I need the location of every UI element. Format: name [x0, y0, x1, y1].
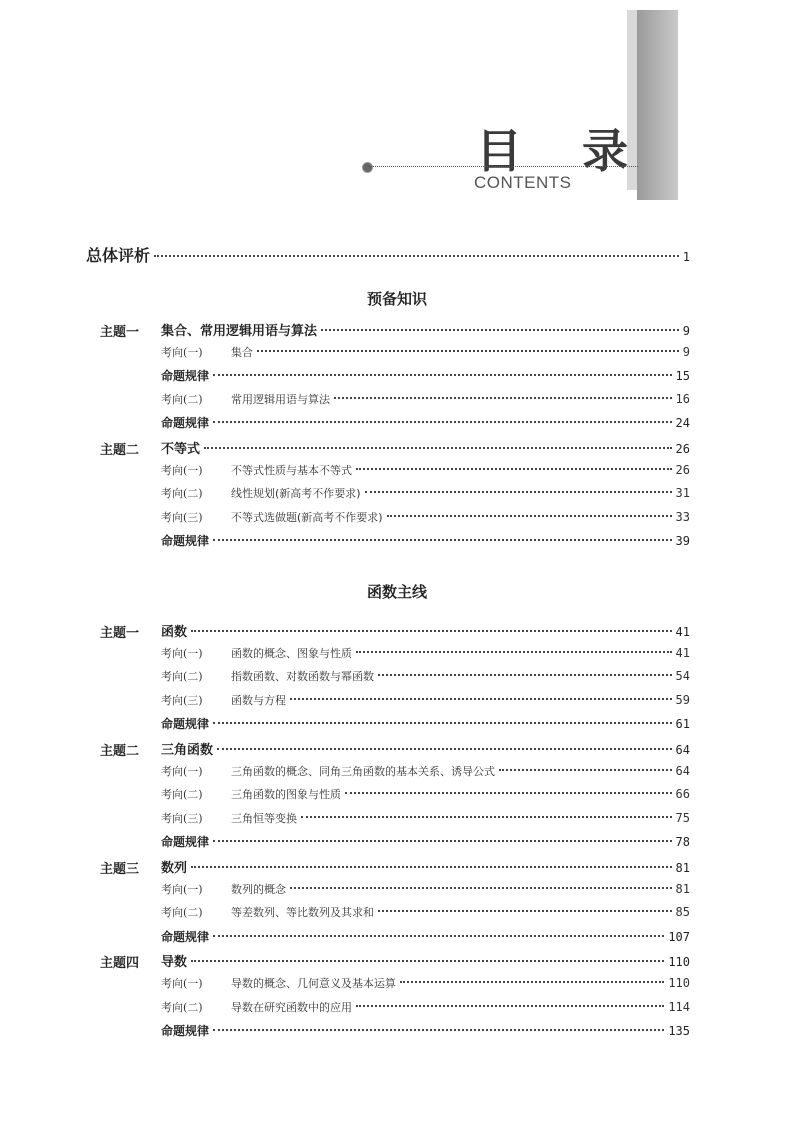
toc-entry-label [161, 509, 383, 525]
toc-rule-entry[interactable] [161, 414, 690, 431]
page-number: 9 [682, 344, 690, 359]
subentry-title: 集合 [231, 345, 253, 359]
subentry-title: 导数的概念、几何意义及基本运算 [231, 977, 396, 990]
toc-rule-entry[interactable] [161, 1022, 690, 1039]
page-number: 15 [675, 369, 690, 384]
subentry-prefix: 考向(二) [161, 487, 203, 501]
toc-entry-label: 命题规律 [161, 929, 210, 944]
toc-entry-label [161, 763, 495, 779]
page-number: 31 [675, 486, 690, 501]
leader-dots [301, 816, 672, 818]
page-number: 33 [675, 509, 690, 524]
toc-entry-label [161, 391, 330, 407]
toc-subentry[interactable] [161, 810, 690, 826]
toc-entry-label: 命题规律 [161, 416, 210, 431]
toc-rule-entry[interactable] [161, 367, 690, 384]
toc-subentry[interactable] [161, 485, 690, 501]
toc-subentry[interactable] [161, 975, 690, 991]
toc-entry-label [161, 999, 352, 1015]
toc-rule-entry[interactable] [161, 715, 690, 732]
toc-entry-label: 命题规律 [161, 1024, 210, 1039]
toc-entry-label: 总体评析 [86, 246, 151, 265]
subentry-title: 函数与方程 [231, 693, 286, 707]
page-number: 41 [675, 625, 690, 639]
leader-dots [290, 887, 672, 889]
toc-entry-label: 数列 [161, 861, 188, 876]
page-number: 81 [675, 881, 690, 896]
leader-dots [499, 769, 672, 771]
heading-rule-dot [362, 162, 373, 173]
leader-dots [257, 350, 679, 352]
toc-entry-label: 命题规律 [161, 835, 210, 850]
toc-entry-label: 函数 [161, 625, 188, 640]
toc-topic-entry[interactable] [161, 857, 690, 876]
subentry-title: 导数在研究函数中的应用 [231, 1000, 352, 1014]
leader-dots [213, 1029, 664, 1031]
subentry-title: 等差数列、等比数列及其求和 [231, 906, 374, 920]
subentry-title: 三角恒等变换 [231, 811, 297, 825]
toc-entry-label [161, 485, 361, 501]
topic-prefix: 主题一 [100, 325, 140, 340]
leader-dots [191, 960, 664, 962]
toc-topic-entry[interactable] [161, 438, 690, 457]
page-number: 135 [668, 1024, 690, 1039]
toc-topic-entry[interactable] [161, 739, 690, 758]
topic-prefix: 主题四 [100, 956, 140, 972]
toc-entry-label [161, 692, 286, 708]
toc-subentry[interactable] [161, 881, 690, 897]
topic-prefix: 主题三 [100, 862, 140, 877]
page-number: 75 [675, 810, 690, 825]
leader-dots [154, 255, 679, 257]
toc-entry-label: 导数 [161, 955, 188, 971]
leader-dots [213, 840, 672, 842]
page-subtitle: CONTENTS [474, 173, 572, 192]
toc-entry-label: 三角函数 [161, 743, 214, 758]
page-number: 16 [675, 391, 690, 406]
leader-dots [356, 651, 672, 653]
page-number: 85 [675, 905, 690, 920]
subentry-prefix: 考向(一) [161, 977, 203, 990]
page-number: 110 [668, 976, 690, 990]
toc-subentry[interactable] [161, 391, 690, 407]
toc-rule-entry[interactable] [161, 833, 690, 850]
subentry-prefix: 考向(二) [161, 1000, 203, 1014]
section-title: 预备知识 [366, 290, 427, 308]
toc-subentry[interactable] [161, 999, 690, 1015]
subentry-title: 常用逻辑用语与算法 [231, 392, 330, 406]
toc-subentry[interactable] [161, 509, 690, 525]
leader-dots [345, 792, 672, 794]
leader-dots [400, 981, 664, 983]
toc-topic-entry[interactable] [161, 621, 690, 640]
leader-dots [204, 447, 672, 449]
toc-entry-label: 命题规律 [161, 717, 210, 732]
subentry-prefix: 考向(一) [161, 646, 203, 660]
leader-dots [213, 722, 672, 724]
toc-topic-entry[interactable] [161, 951, 690, 970]
toc-topic-entry[interactable] [161, 320, 690, 339]
toc-entry-label [161, 668, 374, 684]
toc-entry-label [161, 904, 374, 920]
leader-dots [378, 674, 672, 676]
page-number: 64 [675, 743, 690, 757]
page-number: 1 [682, 250, 690, 264]
topic-prefix: 主题二 [100, 744, 140, 759]
page-number: 64 [675, 763, 690, 778]
page-number: 59 [675, 692, 690, 707]
leader-dots [213, 421, 672, 423]
subentry-prefix: 考向(一) [161, 463, 203, 477]
leader-dots [356, 468, 672, 470]
leader-dots [191, 866, 672, 868]
toc-entry-label: 命题规律 [161, 369, 210, 384]
page-number: 26 [675, 442, 690, 456]
page-number: 24 [675, 416, 690, 431]
leader-dots [213, 935, 664, 937]
toc-subentry[interactable] [161, 668, 690, 684]
leader-dots [191, 630, 672, 632]
page-number: 41 [675, 645, 690, 660]
leader-dots [334, 397, 672, 399]
toc-subentry[interactable] [161, 904, 690, 920]
subentry-title: 函数的概念、图象与性质 [231, 646, 352, 660]
toc-entry-label [161, 645, 352, 661]
toc-subentry[interactable] [161, 344, 690, 360]
page-number: 54 [675, 669, 690, 684]
subentry-title: 线性规划(新高考不作要求) [231, 487, 361, 501]
leader-dots [378, 910, 672, 912]
leader-dots [321, 329, 679, 331]
section-title: 函数主线 [366, 583, 427, 601]
heading-rule [368, 166, 638, 167]
toc-entry-label: 不等式 [161, 442, 201, 457]
subentry-prefix: 考向(一) [161, 345, 203, 359]
subentry-title: 不等式选做题(新高考不作要求) [231, 510, 383, 524]
leader-dots [356, 1005, 664, 1007]
page-number: 114 [668, 999, 690, 1014]
subentry-prefix: 考向(二) [161, 392, 203, 406]
toc-subentry[interactable] [161, 462, 690, 478]
subentry-title: 不等式性质与基本不等式 [231, 463, 352, 477]
toc-entry-label [161, 462, 352, 478]
subentry-prefix: 考向(一) [161, 882, 203, 896]
toc-entry-overview[interactable] [86, 243, 690, 266]
page-number: 39 [675, 534, 690, 549]
leader-dots [387, 515, 672, 517]
page-number: 9 [682, 324, 690, 338]
page-title: 目 录 [476, 124, 651, 178]
subentry-title: 三角函数的概念、同角三角函数的基本关系、诱导公式 [231, 764, 495, 778]
leader-dots [290, 698, 672, 700]
subentry-prefix: 考向(三) [161, 510, 203, 524]
page-number: 61 [675, 717, 690, 732]
toc-entry-label [161, 881, 286, 897]
subentry-title: 数列的概念 [231, 882, 286, 896]
subentry-prefix: 考向(二) [161, 788, 203, 802]
toc-entry-label: 集合、常用逻辑用语与算法 [161, 324, 318, 339]
toc-entry-label: 命题规律 [161, 534, 210, 549]
subentry-title: 指数函数、对数函数与幂函数 [231, 670, 374, 684]
topic-prefix: 主题二 [100, 443, 140, 458]
toc-subentry[interactable] [161, 645, 690, 661]
page-number: 107 [668, 929, 690, 944]
subentry-prefix: 考向(三) [161, 693, 203, 707]
page-number: 66 [675, 787, 690, 802]
page-number: 81 [675, 861, 690, 875]
subentry-prefix: 考向(一) [161, 764, 203, 778]
subentry-prefix: 考向(二) [161, 906, 203, 920]
toc-rule-entry[interactable] [161, 532, 690, 549]
page-number: 26 [675, 462, 690, 477]
subentry-prefix: 考向(三) [161, 811, 203, 825]
toc-subentry[interactable] [161, 692, 690, 708]
subentry-title: 三角函数的图象与性质 [231, 788, 341, 802]
page-number: 110 [668, 955, 690, 970]
toc-entry-label [161, 786, 341, 802]
page-number: 78 [675, 835, 690, 850]
topic-prefix: 主题一 [100, 626, 140, 641]
toc-entry-label [161, 975, 396, 991]
toc-subentry[interactable] [161, 763, 690, 779]
leader-dots [365, 491, 672, 493]
toc-subentry[interactable] [161, 786, 690, 802]
toc-entry-label [161, 344, 253, 360]
toc-rule-entry[interactable] [161, 928, 690, 945]
leader-dots [217, 748, 672, 750]
leader-dots [213, 539, 672, 541]
subentry-prefix: 考向(二) [161, 670, 203, 684]
leader-dots [213, 374, 672, 376]
toc-entry-label [161, 810, 297, 826]
